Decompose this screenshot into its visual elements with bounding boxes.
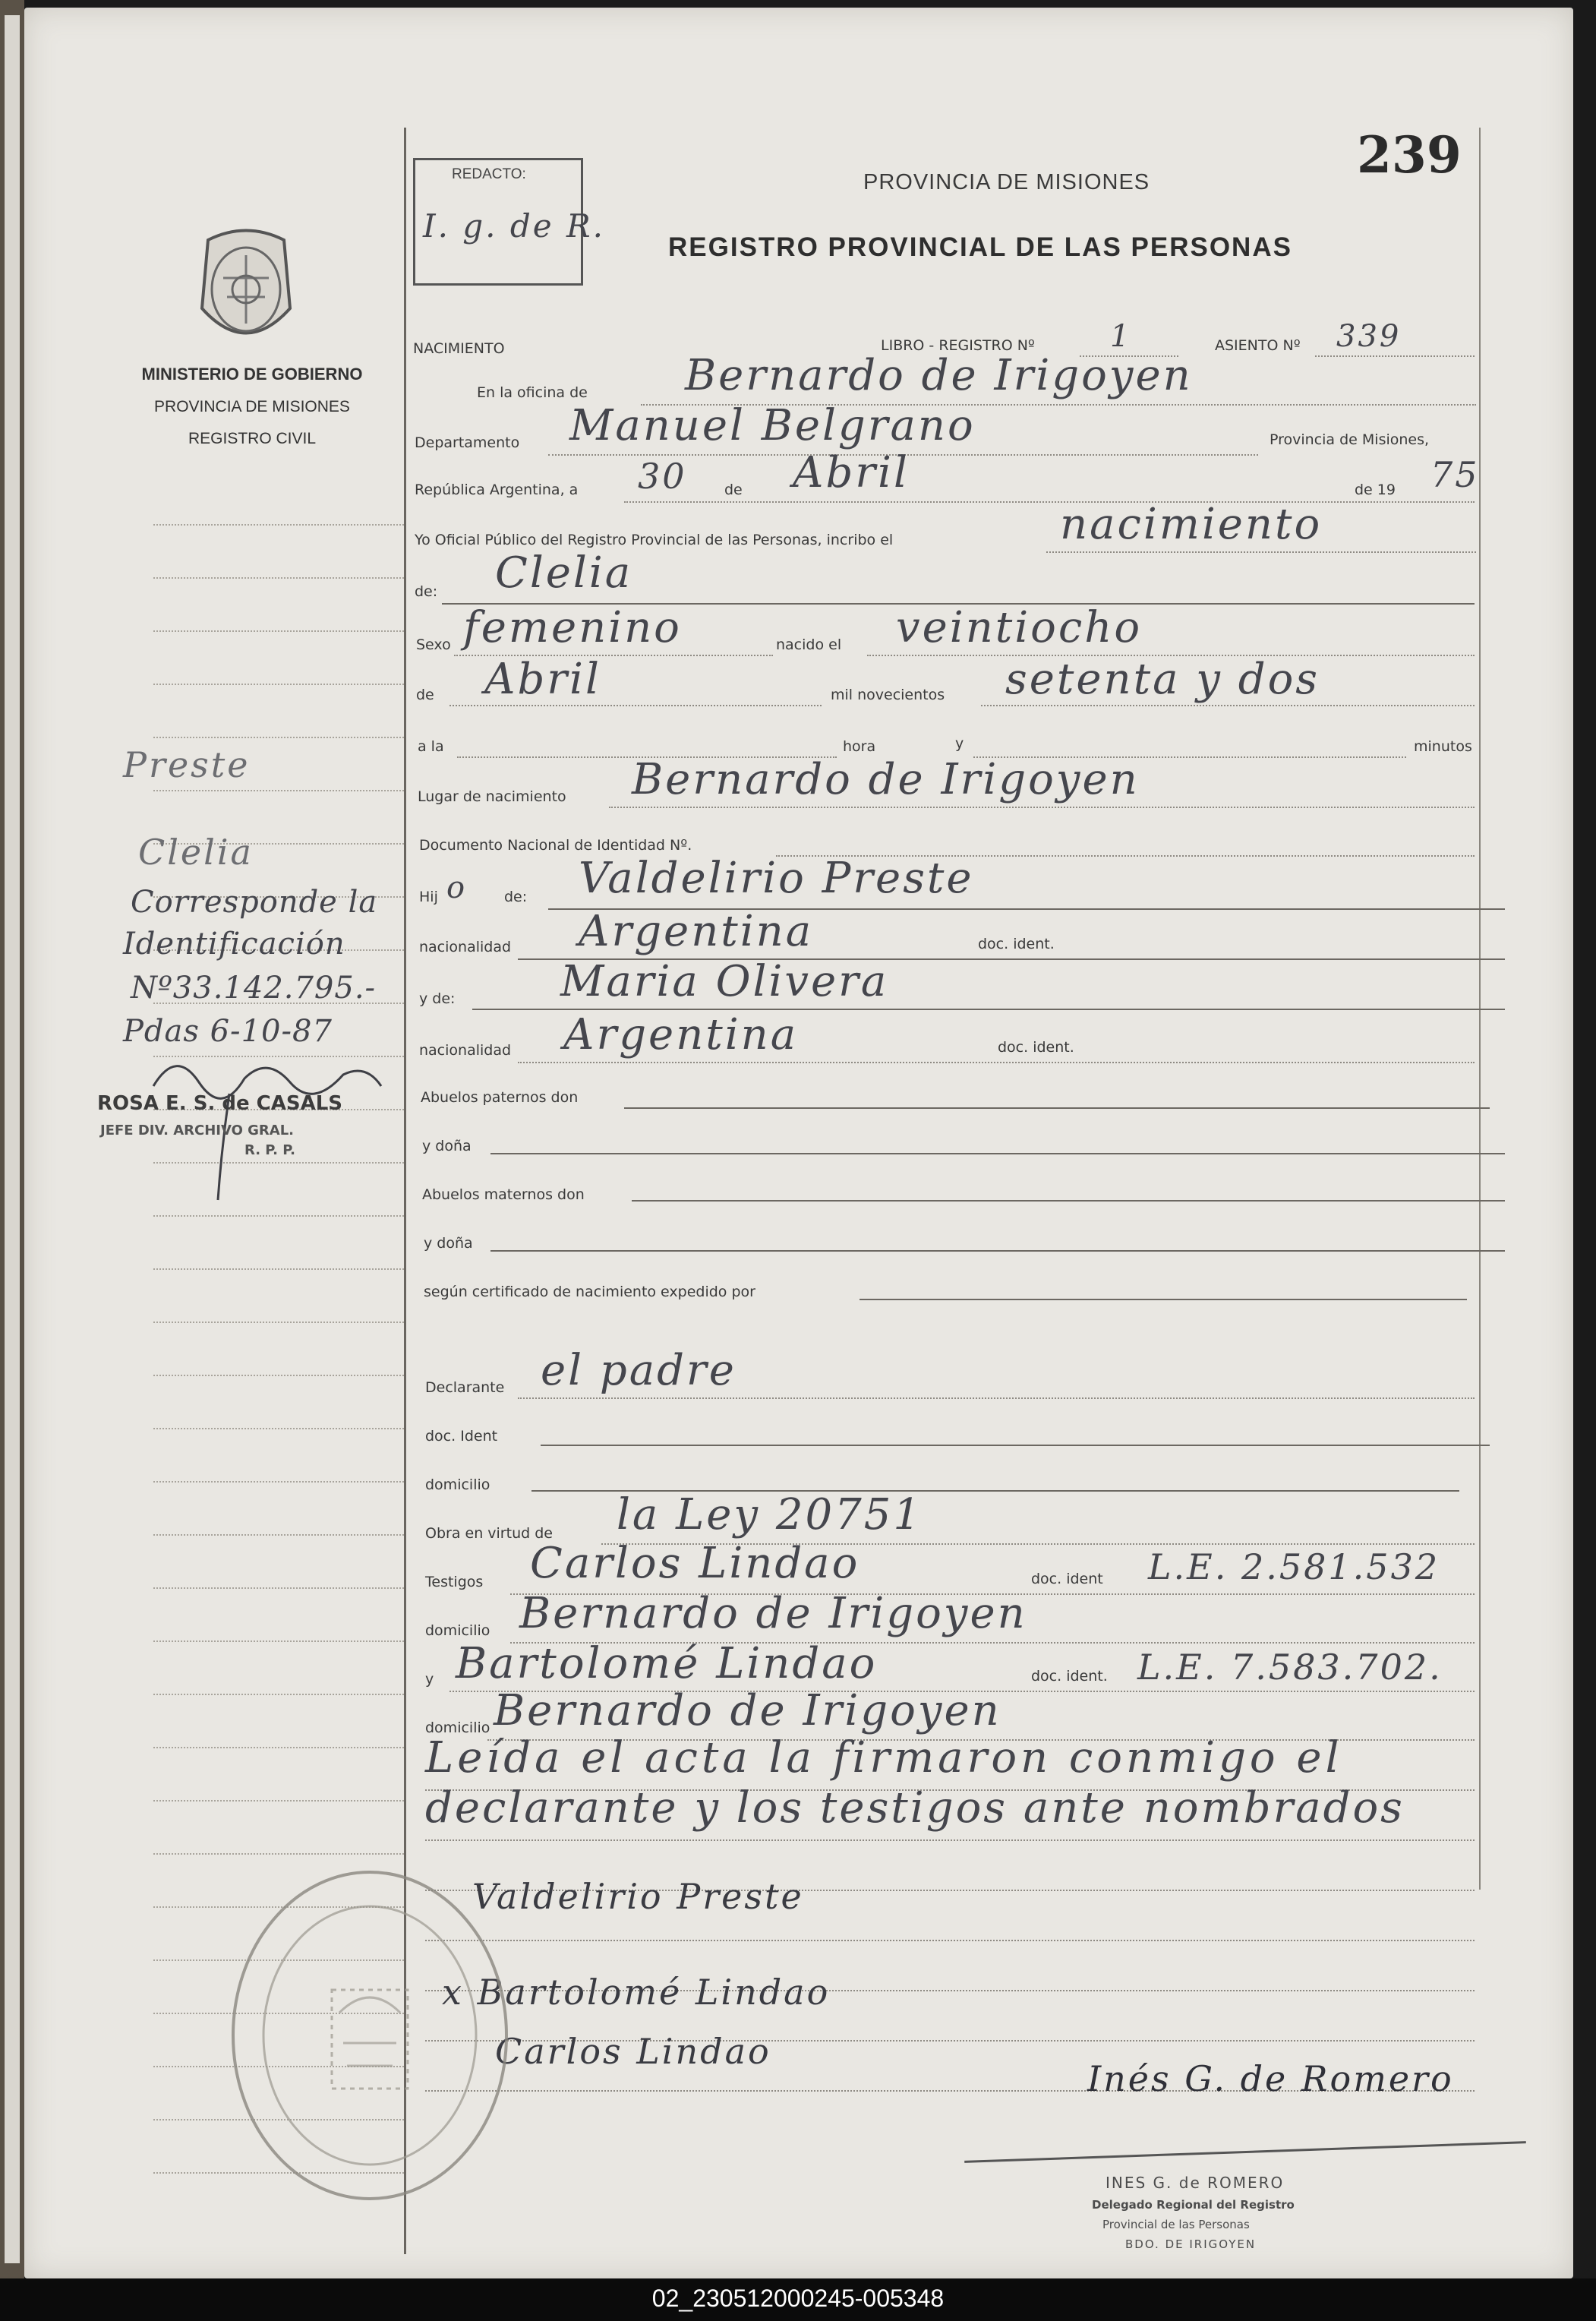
margin-rule bbox=[153, 790, 404, 791]
ministry-province: PROVINCIA DE MISIONES bbox=[154, 398, 350, 415]
closing-line1: Leída el acta la firmaron conmigo el bbox=[425, 1733, 1343, 1783]
value-mes-nac: Abril bbox=[484, 655, 601, 704]
label-de-nombre: de: bbox=[415, 583, 438, 600]
label-oficial: Yo Oficial Público del Registro Provincial de las Personas, incribo el bbox=[415, 532, 894, 548]
label-provincia: Provincia de Misiones, bbox=[1270, 431, 1430, 448]
rule bbox=[624, 501, 1475, 503]
margin-rule bbox=[153, 1587, 404, 1589]
label-domicilio-testigo2: domicilio bbox=[425, 1719, 490, 1736]
label-testigos: Testigos bbox=[425, 1574, 484, 1590]
margin-note-name: Clelia bbox=[138, 832, 254, 873]
label-y-dona-paterna: y doña bbox=[422, 1138, 472, 1154]
margin-rule bbox=[153, 1800, 404, 1802]
rule bbox=[632, 1200, 1505, 1202]
label-sexo: Sexo bbox=[416, 636, 451, 653]
page-number: 239 bbox=[1357, 125, 1462, 185]
label-mil: mil novecientos bbox=[831, 687, 945, 703]
value-mes: Abril bbox=[793, 448, 910, 497]
rule bbox=[860, 1299, 1467, 1300]
value-declarante: el padre bbox=[541, 1346, 736, 1395]
rule bbox=[518, 1397, 1475, 1399]
label-nacionalidad-madre: nacionalidad bbox=[419, 1042, 512, 1059]
value-sexo: femenino bbox=[463, 603, 682, 652]
margin-rule bbox=[153, 1215, 404, 1217]
label-declarante: Declarante bbox=[425, 1379, 505, 1396]
rule bbox=[1315, 355, 1475, 357]
label-y-dona-materna: y doña bbox=[424, 1235, 473, 1252]
label-de-mes-nac: de bbox=[416, 687, 434, 703]
redacto-value: I. g. de R. bbox=[423, 207, 605, 245]
rule bbox=[518, 1062, 1475, 1063]
signature-father: Valdelirio Preste bbox=[472, 1876, 804, 1917]
label-y: y bbox=[955, 735, 964, 752]
margin-rule bbox=[153, 1428, 404, 1429]
margin-note-surname: Preste bbox=[123, 744, 251, 785]
value-testigo1: Carlos Lindao bbox=[530, 1539, 860, 1588]
label-asiento: ASIENTO Nº bbox=[1215, 337, 1301, 354]
value-padre: Valdelirio Preste bbox=[579, 854, 974, 903]
margin-rule bbox=[153, 1375, 404, 1376]
rule bbox=[624, 1107, 1490, 1109]
rule bbox=[490, 1153, 1505, 1154]
rule bbox=[541, 1445, 1490, 1446]
margin-rule bbox=[153, 1747, 404, 1748]
value-departamento: Manuel Belgrano bbox=[569, 401, 976, 450]
book-spine-edge bbox=[5, 15, 20, 2263]
margin-note-id-number: Nº33.142.795.- bbox=[131, 971, 377, 1006]
value-madre: Maria Olivera bbox=[560, 957, 889, 1006]
official-stamp-name: INES G. de ROMERO bbox=[1106, 2174, 1285, 2192]
margin-rule bbox=[153, 630, 404, 632]
value-dia: 30 bbox=[638, 456, 687, 497]
value-asiento: 339 bbox=[1336, 319, 1402, 354]
closing-line2: declarante y los testigos ante nombrados bbox=[425, 1783, 1405, 1833]
label-de-mes: de bbox=[724, 482, 743, 498]
margin-rule bbox=[153, 1853, 404, 1855]
label-doc-ident-padre: doc. ident. bbox=[978, 936, 1055, 952]
label-y-testigo2: y bbox=[425, 1671, 434, 1688]
label-lugar: Lugar de nacimiento bbox=[418, 788, 566, 805]
ministry-name: MINISTERIO DE GOBIERNO bbox=[141, 365, 363, 384]
rule bbox=[449, 705, 822, 706]
rule bbox=[981, 705, 1475, 706]
rule bbox=[425, 1839, 1475, 1841]
margin-rule bbox=[153, 1694, 404, 1695]
signature-witness2: x Bartolomé Lindao bbox=[442, 1972, 831, 2013]
value-oficial: nacimiento bbox=[1060, 500, 1323, 549]
margin-rule bbox=[153, 1481, 404, 1483]
value-anio-nac: setenta y dos bbox=[1005, 655, 1320, 704]
coat-of-arms-icon bbox=[193, 225, 299, 354]
registry-seal-icon bbox=[218, 1861, 537, 2210]
label-hora: hora bbox=[843, 738, 876, 755]
official-stamp-line4: BDO. DE IRIGOYEN bbox=[1125, 2237, 1257, 2251]
margin-rule bbox=[153, 737, 404, 738]
label-abuelos-paternos: Abuelos paternos don bbox=[421, 1089, 579, 1106]
label-segun: según certificado de nacimiento expedido por bbox=[424, 1284, 755, 1300]
label-minutos: minutos bbox=[1414, 738, 1472, 755]
margin-rule bbox=[153, 577, 404, 579]
image-caption: 02_230512000245-005348 bbox=[651, 2285, 945, 2312]
margin-note-date: Pdas 6-10-87 bbox=[123, 1014, 333, 1049]
label-republica: República Argentina, a bbox=[415, 482, 579, 498]
label-domicilio-testigo1: domicilio bbox=[425, 1622, 490, 1639]
label-abuelos-maternos: Abuelos maternos don bbox=[422, 1186, 585, 1203]
margin-rule bbox=[153, 1322, 404, 1323]
margin-rule bbox=[153, 684, 404, 685]
margin-note-line3: Corresponde la bbox=[131, 885, 378, 920]
value-testigo2: Bartolomé Lindao bbox=[456, 1639, 878, 1688]
redacto-box bbox=[413, 158, 605, 286]
label-dni: Documento Nacional de Identidad Nº. bbox=[419, 837, 692, 854]
ministry-civil-registry: REGISTRO CIVIL bbox=[188, 430, 317, 447]
margin-rule bbox=[153, 1268, 404, 1270]
official-stamp-line3: Provincial de las Personas bbox=[1102, 2218, 1250, 2231]
margin-rule bbox=[153, 1640, 404, 1642]
rule bbox=[609, 807, 1475, 808]
value-dom2: Bernardo de Irigoyen bbox=[494, 1686, 1001, 1735]
signature-official-underline bbox=[964, 2141, 1526, 2163]
signature-official: Inés G. de Romero bbox=[1087, 2058, 1454, 2099]
value-dom1: Bernardo de Irigoyen bbox=[519, 1589, 1027, 1638]
margin-stamp-office: R. P. P. bbox=[244, 1142, 296, 1158]
value-doc2: L.E. 7.583.702. bbox=[1137, 1647, 1443, 1688]
label-nacionalidad-padre: nacionalidad bbox=[419, 939, 512, 955]
label-domicilio-declarante: domicilio bbox=[425, 1476, 490, 1493]
signature-witness1: Carlos Lindao bbox=[495, 2031, 771, 2072]
value-nombre: Clelia bbox=[495, 548, 633, 598]
margin-stamp-role: JEFE DIV. ARCHIVO GRAL. bbox=[100, 1123, 295, 1138]
label-doc-ident-madre: doc. ident. bbox=[998, 1039, 1074, 1056]
redacto-label: REDACTO: bbox=[452, 166, 526, 182]
label-de19: de 19 bbox=[1355, 482, 1396, 498]
label-y-de: y de: bbox=[419, 990, 456, 1007]
rule bbox=[490, 1250, 1505, 1252]
value-anio: 75 bbox=[1430, 454, 1480, 495]
label-hijo: Hij bbox=[419, 889, 438, 905]
rule bbox=[1046, 551, 1476, 553]
label-obra: Obra en virtud de bbox=[425, 1525, 553, 1542]
header-province: PROVINCIA DE MISIONES bbox=[863, 170, 1150, 194]
value-nac-madre: Argentina bbox=[563, 1010, 799, 1059]
value-nac-padre: Argentina bbox=[579, 907, 814, 956]
label-departamento: Departamento bbox=[415, 434, 520, 451]
label-libro: LIBRO - REGISTRO Nº bbox=[881, 337, 1035, 354]
value-obra: la Ley 20751 bbox=[617, 1490, 923, 1539]
margin-stamp-name: ROSA E. S. de CASALS bbox=[97, 1092, 343, 1115]
label-oficina: En la oficina de bbox=[477, 384, 588, 401]
official-stamp-line2: Delegado Regional del Registro bbox=[1092, 2198, 1295, 2212]
margin-note-line4: Identificación bbox=[123, 927, 345, 962]
label-a-la: a la bbox=[418, 738, 444, 755]
value-doc1: L.E. 2.581.532 bbox=[1148, 1546, 1440, 1587]
header-registry: REGISTRO PROVINCIAL DE LAS PERSONAS bbox=[668, 232, 1292, 262]
margin-rule bbox=[153, 524, 404, 526]
register-page bbox=[24, 8, 1573, 2278]
label-doc-ident-declarante: doc. Ident bbox=[425, 1428, 498, 1445]
value-oficina: Bernardo de Irigoyen bbox=[685, 351, 1193, 400]
label-hijo-de: de: bbox=[504, 889, 528, 905]
rule bbox=[425, 1940, 1475, 1941]
value-nacido: veintiocho bbox=[896, 603, 1143, 652]
value-libro: 1 bbox=[1110, 319, 1132, 354]
label-doc-ident-testigo2: doc. ident. bbox=[1031, 1668, 1108, 1685]
value-hijo-suffix: o bbox=[446, 870, 468, 905]
label-doc-ident-testigo1: doc. ident bbox=[1031, 1571, 1103, 1587]
margin-rule bbox=[153, 1534, 404, 1536]
value-lugar: Bernardo de Irigoyen bbox=[632, 755, 1140, 804]
label-nacido: nacido el bbox=[776, 636, 842, 653]
label-nacimiento: NACIMIENTO bbox=[413, 340, 505, 357]
